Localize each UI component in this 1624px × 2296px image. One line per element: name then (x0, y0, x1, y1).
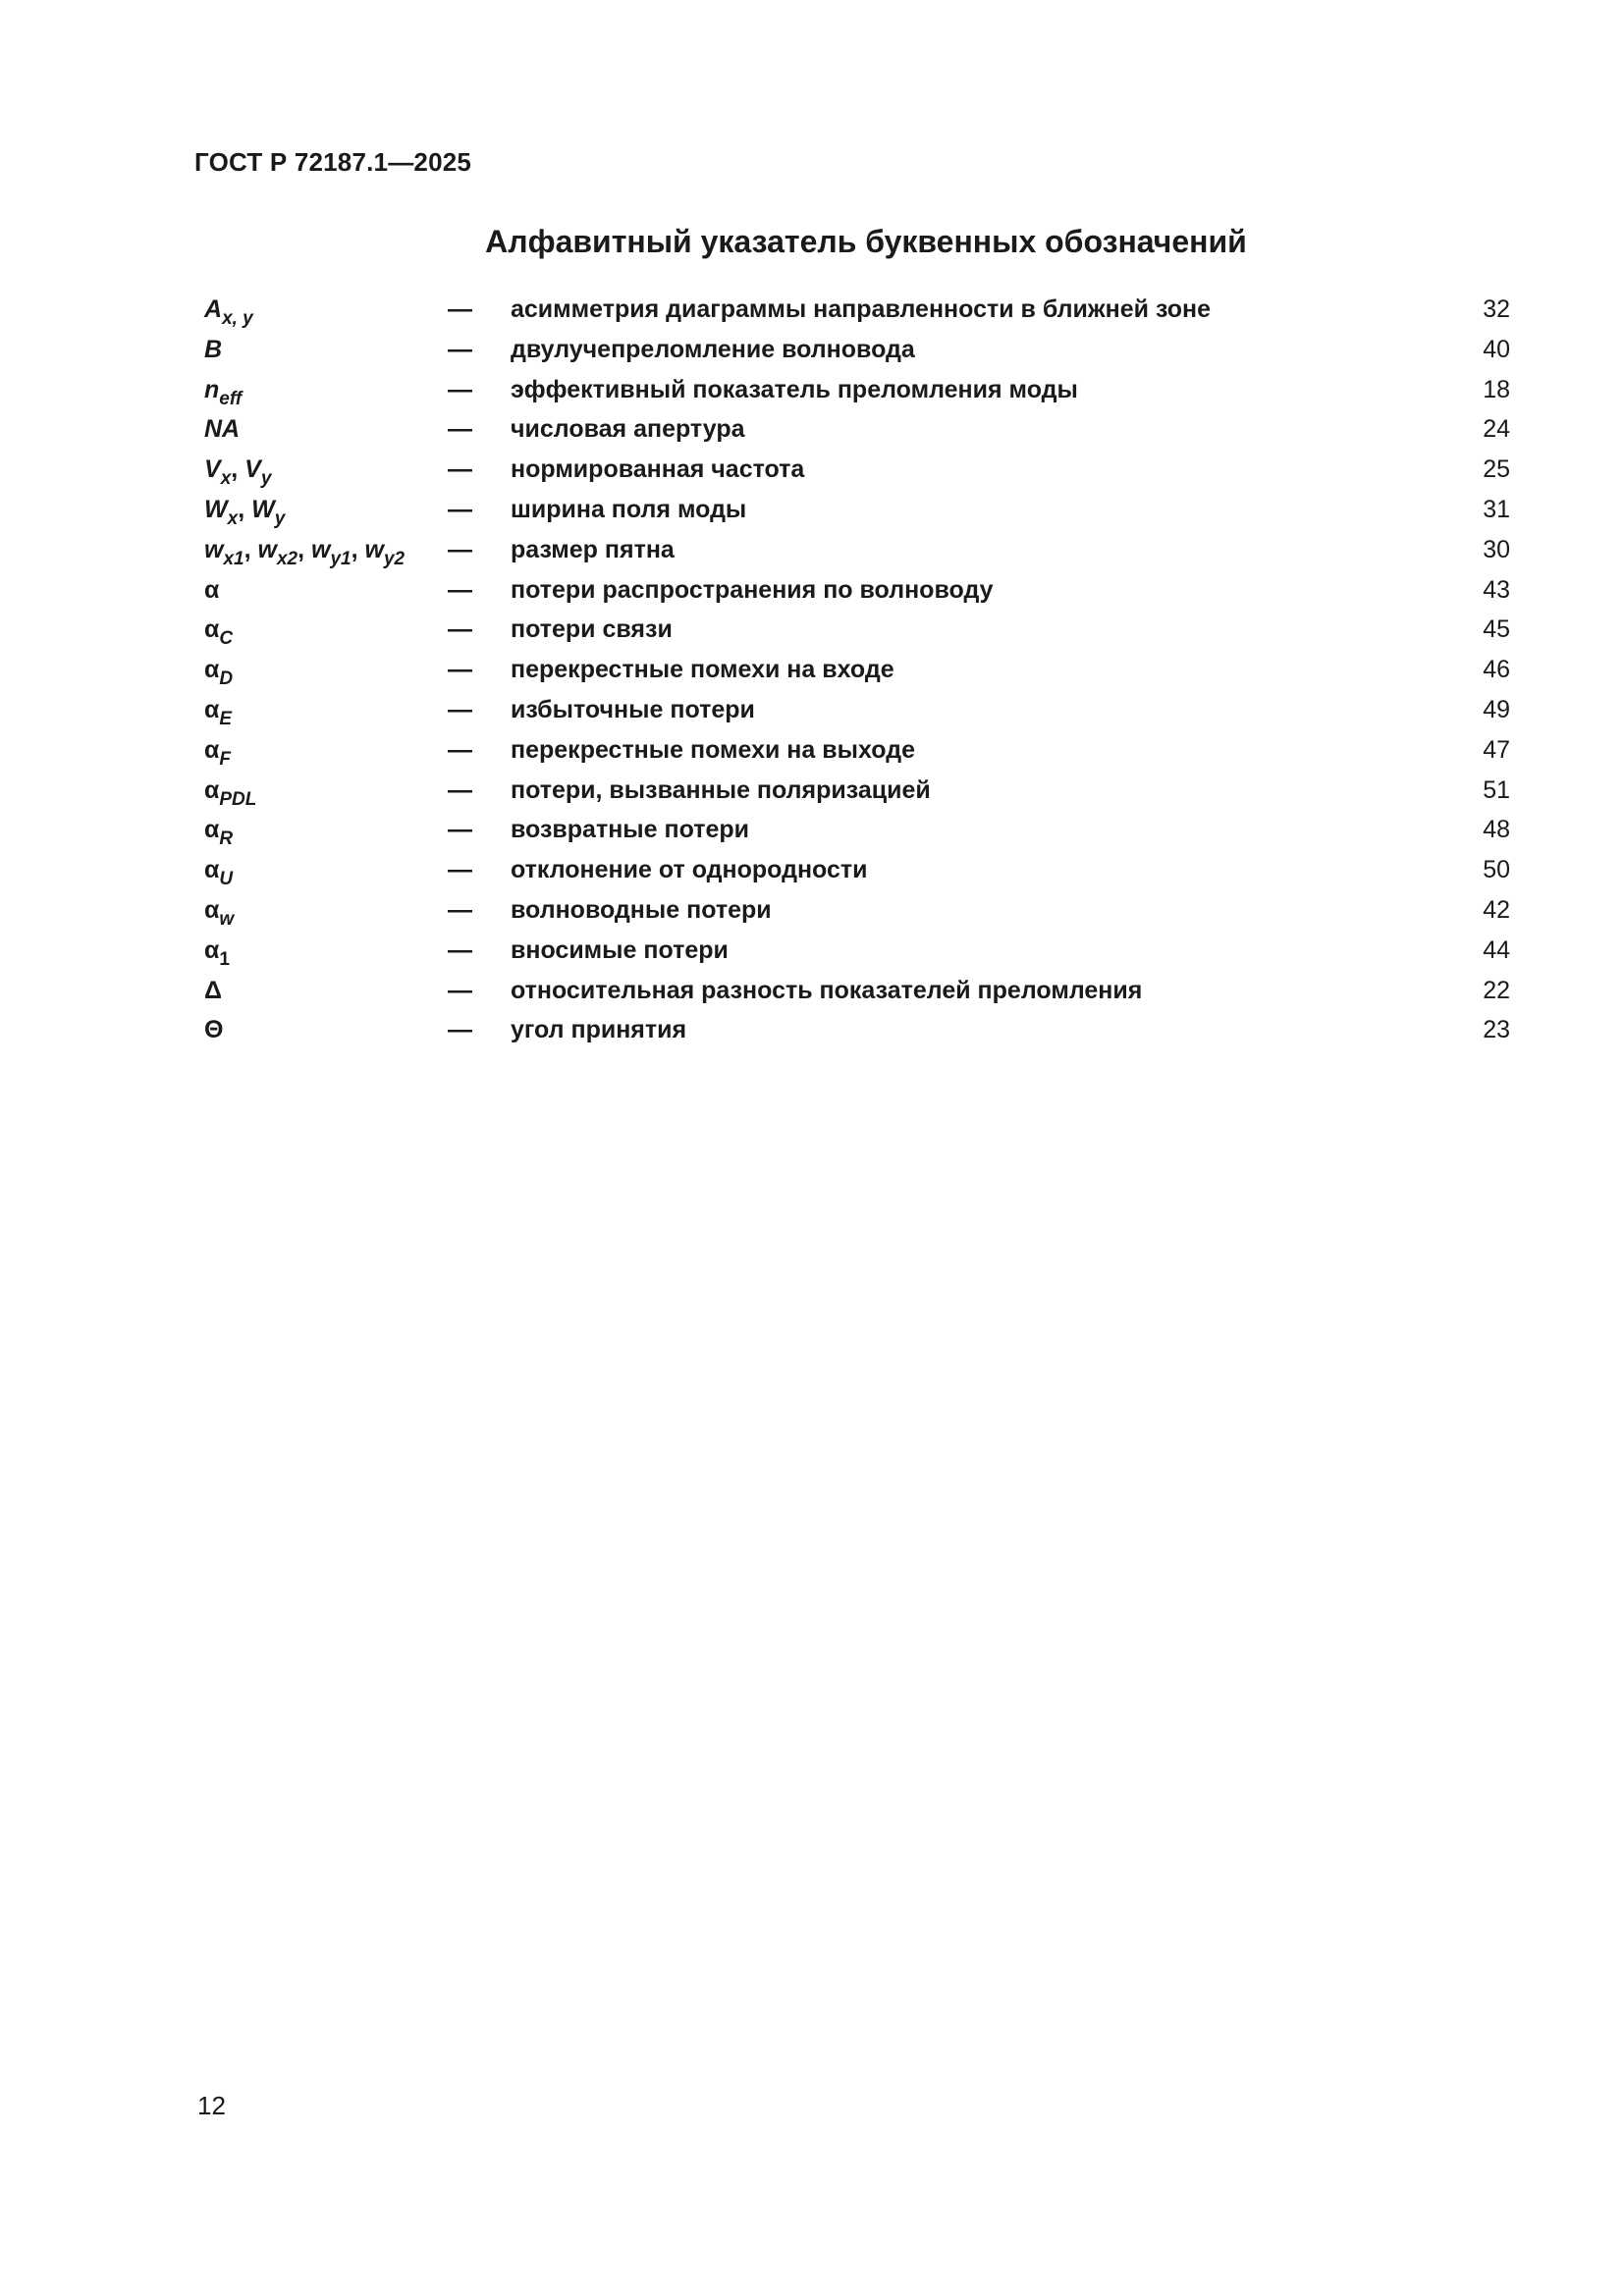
entry-number: 42 (1483, 895, 1510, 924)
page-number: 12 (197, 2091, 226, 2120)
document-code-header: ГОСТ Р 72187.1—2025 (194, 147, 472, 177)
page-title: Алфавитный указатель буквенных обозначений (485, 224, 1247, 259)
entry-symbol: $V_x$, $V_y$ (204, 455, 272, 490)
index-entry (204, 294, 1510, 335)
entry-dash: — (448, 856, 472, 884)
index-entry (204, 735, 1510, 775)
entry-description: размер пятна (511, 535, 675, 563)
entry-symbol: Δ (204, 976, 222, 1004)
entry-description: асимметрия диаграммы направленности в ближней зоне (511, 295, 1212, 323)
entry-description: перекрестные помехи на входе (511, 656, 894, 684)
index-entry (204, 855, 1510, 895)
entry-symbol: B (204, 335, 223, 363)
entry-symbol: $w_{x1}$, $w_{x2}$, $w_{y1}$, $w_{y2}$ (204, 535, 406, 569)
symbol-index-list (204, 294, 1510, 1055)
entry-number: 18 (1483, 375, 1510, 403)
entry-number: 49 (1483, 695, 1510, 723)
index-entry (204, 775, 1510, 816)
entry-dash: — (448, 615, 472, 644)
index-entry (204, 535, 1510, 575)
entry-description: угол принятия (511, 1016, 687, 1044)
entry-symbol: NA (204, 415, 241, 444)
entry-symbol: $\alpha_w$ (204, 895, 235, 930)
entry-symbol: $\alpha_R$ (204, 816, 234, 850)
index-entry (204, 614, 1510, 655)
entry-dash: — (448, 775, 472, 804)
entry-number: 45 (1483, 615, 1510, 644)
entry-dash: — (448, 495, 472, 523)
entry-number: 22 (1483, 976, 1510, 1004)
entry-description: эффективный показатель преломления моды (511, 375, 1078, 403)
entry-number: 46 (1483, 656, 1510, 684)
index-entry (204, 655, 1510, 695)
index-entry (204, 1015, 1510, 1055)
entry-description: возвратные потери (511, 816, 750, 844)
entry-symbol: α (204, 575, 220, 604)
index-entry (204, 375, 1510, 415)
entry-number: 48 (1483, 816, 1510, 844)
entry-description: вносимые потери (511, 935, 729, 964)
entry-dash: — (448, 455, 472, 484)
entry-number: 50 (1483, 856, 1510, 884)
index-entry (204, 815, 1510, 855)
entry-symbol: $\alpha_{PDL}$ (204, 775, 257, 810)
entry-description: двулучепреломление волновода (511, 335, 915, 363)
index-entry (204, 454, 1510, 495)
entry-number: 40 (1483, 335, 1510, 363)
entry-symbol: $W_x$, $W_y$ (204, 495, 286, 529)
entry-symbol: $\alpha_U$ (204, 856, 234, 890)
entry-dash: — (448, 816, 472, 844)
entry-dash: — (448, 895, 472, 924)
entry-number: 24 (1483, 415, 1510, 444)
entry-description: числовая апертура (511, 415, 745, 444)
index-entry (204, 575, 1510, 615)
entry-number: 31 (1483, 495, 1510, 523)
index-entry (204, 335, 1510, 375)
entry-dash: — (448, 415, 472, 444)
entry-number: 51 (1483, 775, 1510, 804)
entry-number: 23 (1483, 1016, 1510, 1044)
entry-dash: — (448, 695, 472, 723)
index-entry (204, 695, 1510, 735)
entry-dash: — (448, 656, 472, 684)
entry-dash: — (448, 935, 472, 964)
entry-symbol: Θ (204, 1016, 224, 1044)
entry-number: 30 (1483, 535, 1510, 563)
entry-number: 43 (1483, 575, 1510, 604)
entry-dash: — (448, 976, 472, 1004)
entry-dash: — (448, 295, 472, 323)
entry-symbol: $A_{x, y}$ (204, 295, 253, 329)
entry-number: 44 (1483, 935, 1510, 964)
index-entry (204, 495, 1510, 535)
entry-description: потери связи (511, 615, 673, 644)
entry-description: нормированная частота (511, 455, 805, 484)
entry-description: перекрестные помехи на выходе (511, 735, 915, 764)
entry-description: потери распространения по волноводу (511, 575, 994, 604)
entry-description: относительная разность показателей преломления (511, 976, 1143, 1004)
entry-description: потери, вызванные поляризацией (511, 775, 931, 804)
entry-description: избыточные потери (511, 695, 755, 723)
entry-dash: — (448, 335, 472, 363)
index-entry (204, 935, 1510, 976)
entry-symbol: $\alpha_E$ (204, 695, 233, 729)
entry-symbol: $\alpha_C$ (204, 615, 234, 650)
entry-dash: — (448, 375, 472, 403)
entry-symbol: $\alpha_D$ (204, 656, 234, 690)
index-entry (204, 895, 1510, 935)
entry-dash: — (448, 1016, 472, 1044)
entry-description: ширина поля моды (511, 495, 747, 523)
index-entry (204, 976, 1510, 1016)
entry-symbol: $n_{eff}$ (204, 375, 243, 409)
entry-description: отклонение от однородности (511, 856, 868, 884)
entry-dash: — (448, 535, 472, 563)
entry-number: 47 (1483, 735, 1510, 764)
index-entry (204, 414, 1510, 454)
entry-symbol: $\alpha_1$ (204, 935, 230, 970)
entry-dash: — (448, 735, 472, 764)
entry-description: волноводные потери (511, 895, 772, 924)
entry-dash: — (448, 575, 472, 604)
entry-symbol: $\alpha_F$ (204, 735, 231, 770)
entry-number: 32 (1483, 295, 1510, 323)
entry-number: 25 (1483, 455, 1510, 484)
